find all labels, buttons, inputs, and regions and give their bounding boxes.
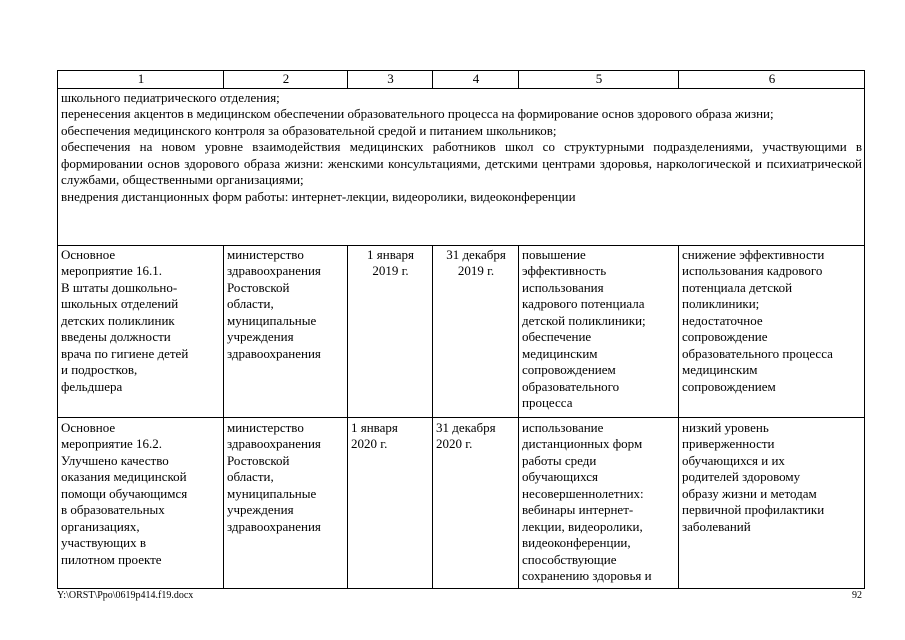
cell-line: обучающихся и их [682, 452, 785, 468]
cell-line: сохранению здоровья и [522, 568, 652, 583]
cell-line: здравоохранения [227, 518, 321, 534]
consequences-cell [679, 417, 865, 588]
expected-result-cell [519, 245, 679, 417]
cell-line: использования [522, 279, 604, 295]
paragraph: внедрения дистанционных форм работы: интернет-лекции, видеоролики, видеоконференции [61, 188, 576, 204]
column-number-row [58, 71, 865, 89]
cell-line: обеспечение [522, 329, 592, 344]
measures-table [57, 70, 865, 589]
cell-line: здравоохранения [227, 263, 321, 278]
cell-line: введены должности [61, 329, 171, 344]
measure-cell [58, 417, 224, 588]
cell-line: кадрового потенциала [522, 296, 645, 311]
cell-line: В штаты дошкольно- [61, 279, 178, 295]
cell-line: фельдшера [61, 378, 123, 394]
executor-cell [224, 245, 348, 417]
cell-line: Улучшено качество [61, 452, 169, 468]
cell-line: снижение эффективности [682, 246, 825, 262]
cell-line: недостаточное [682, 312, 763, 328]
cell-line: образу жизни и методам [682, 485, 817, 501]
column-number: 2 [224, 71, 348, 89]
table-row [58, 417, 865, 588]
spanning-text-cell [58, 88, 865, 245]
cell-line: медицинским [682, 362, 758, 377]
cell-line: повышение [522, 246, 586, 262]
paragraph: обеспечения на новом уровне взаимодействия медицинских работников школ со структурными подразделениями, участвующими в формировании основ здорового образа жизни: женскими консультациями, детскими центрами здоровья, наркологической и психиатрической службами, общественными организациями; [61, 139, 862, 187]
column-number: 6 [679, 71, 865, 89]
cell-line: Основное [61, 246, 116, 262]
cell-line: области, [227, 469, 274, 484]
cell-line: 31 декабря [436, 419, 496, 435]
cell-line: учреждения [227, 329, 294, 344]
cell-line: участвующих в [61, 535, 147, 550]
cell-line: мероприятие 16.2. [61, 436, 163, 451]
expected-result-cell [519, 417, 679, 588]
cell-line: несовершеннолетних: [522, 485, 644, 501]
spanning-text-row [58, 88, 865, 245]
cell-line: образовательного [522, 378, 620, 394]
cell-line: оказания медицинской [61, 469, 187, 484]
cell-line: лекции, видеоролики, [522, 518, 643, 534]
cell-line: 2020 г. [351, 436, 388, 451]
cell-line: первичной профилактики [682, 502, 825, 517]
cell-line: 1 января [351, 419, 398, 435]
cell-line: врача по гигиене детей [61, 345, 189, 361]
column-number: 5 [519, 71, 679, 89]
cell-line: обучающихся [522, 469, 598, 484]
cell-line: и подростков, [61, 362, 138, 377]
cell-line: в образовательных [61, 502, 165, 517]
cell-line: организациях, [61, 518, 140, 534]
paragraph: обеспечения медицинского контроля за образовательной средой и питанием школьников; [61, 122, 557, 138]
cell-line: муниципальные [227, 312, 317, 328]
cell-line: 2019 г. [457, 263, 495, 278]
cell-line: пилотном проекте [61, 551, 162, 567]
cell-line: способствующие [522, 551, 617, 567]
cell-line: сопровождением [682, 378, 776, 394]
executor-cell [224, 417, 348, 588]
table-row [58, 245, 865, 417]
cell-line: мероприятие 16.1. [61, 263, 163, 278]
end-date-cell [433, 245, 519, 417]
cell-line: здравоохранения [227, 436, 321, 451]
cell-line: поликлиники; [682, 296, 760, 311]
measure-cell [58, 245, 224, 417]
cell-line: здравоохранения [227, 345, 321, 361]
page-number: 92 [852, 590, 862, 601]
cell-line: детской поликлиники; [522, 312, 646, 328]
cell-line: Ростовской [227, 279, 290, 295]
cell-line: муниципальные [227, 485, 317, 501]
paragraph: перенесения акцентов в медицинском обеспечении образовательного процесса на формирование основ здорового образа жизни; [61, 106, 774, 121]
cell-line: учреждения [227, 502, 294, 517]
column-number: 1 [58, 71, 224, 89]
cell-line: заболеваний [682, 518, 751, 534]
cell-line: дистанционных форм [522, 436, 643, 451]
column-number: 3 [348, 71, 433, 89]
cell-line: министерство [227, 246, 304, 262]
paragraph: школьного педиатрического отделения; [61, 89, 280, 105]
cell-line: потенциала детской [682, 279, 793, 295]
footer-file-path: Y:\ORST\Ppo\0619p414.f19.docx [57, 590, 194, 601]
end-date-cell [433, 417, 519, 588]
cell-line: медицинским [522, 345, 598, 361]
cell-line: помощи обучающимся [61, 485, 188, 501]
cell-line: родителей здоровому [682, 469, 801, 484]
cell-line: вебинары интернет- [522, 502, 634, 517]
cell-line: области, [227, 296, 274, 311]
cell-line: приверженности [682, 436, 775, 451]
start-date-cell [348, 417, 433, 588]
cell-line: Основное [61, 419, 116, 435]
cell-line: видеоконференции, [522, 535, 631, 550]
cell-line: использование [522, 419, 604, 435]
cell-line: школьных отделений [61, 296, 179, 311]
cell-line: эффективность [522, 263, 607, 278]
start-date-cell [348, 245, 433, 417]
cell-line: сопровождением [522, 362, 616, 377]
cell-line: детских поликлиник [61, 312, 175, 328]
cell-line: сопровождение [682, 329, 768, 344]
cell-line: 2020 г. [436, 436, 473, 451]
column-number: 4 [433, 71, 519, 89]
cell-line: использования кадрового [682, 263, 823, 278]
cell-line: образовательного процесса [682, 345, 833, 361]
cell-line: 1 января [367, 246, 414, 262]
consequences-cell [679, 245, 865, 417]
cell-line: Ростовской [227, 452, 290, 468]
cell-line: процесса [522, 395, 573, 410]
cell-line: низкий уровень [682, 419, 769, 435]
cell-line: 2019 г. [372, 263, 409, 278]
cell-line: министерство [227, 419, 304, 435]
cell-line: работы среди [522, 452, 597, 468]
cell-line: 31 декабря [446, 246, 506, 262]
